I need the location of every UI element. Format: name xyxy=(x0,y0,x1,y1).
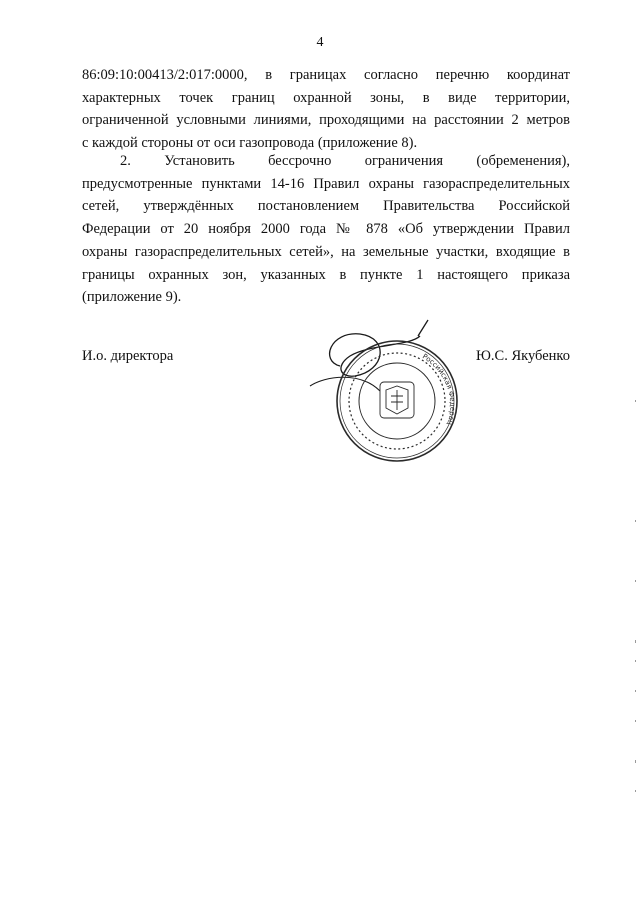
page-number: 4 xyxy=(316,35,324,50)
paragraph-line: с каждой стороны от оси газопровода (приложение 8). xyxy=(82,135,418,152)
paragraph-line: охраны газораспределительных сетей», на земельные участки, входящие в xyxy=(82,243,570,260)
signatory-title: И.о. директора xyxy=(82,348,174,364)
paragraph-line: сетей, утверждённых постановлением Правительства Российской xyxy=(82,198,570,215)
paragraph-line: 2. Установить бессрочно ограничения (обременения), xyxy=(120,153,570,169)
paragraph-line: (приложение 9). xyxy=(82,289,182,306)
paragraph-line: ограниченной условными линиями, проходящими на расстоянии 2 метров xyxy=(82,112,570,129)
paragraph-line: Федерации от 20 ноября 2000 года № 878 «Об утверждении Правил xyxy=(82,221,570,238)
paragraph-2 xyxy=(82,150,570,309)
signatory-name: Ю.С. Якубенко xyxy=(476,348,570,364)
paragraph-1 xyxy=(82,64,570,155)
paragraph-line: характерных точек границ охранной зоны, в виде территории, xyxy=(82,89,570,106)
paragraph-line: границы охранных зон, указанных в пункте 1 настоящего приказа xyxy=(82,266,570,283)
scan-edge-marks xyxy=(633,400,639,800)
paragraph-line: предусмотренные пунктами 14-16 Правил охраны газораспределительных xyxy=(82,175,570,192)
paragraph-line: 86:09:10:00413/2:017:0000, в границах согласно перечню координат xyxy=(82,67,570,83)
emblem-icon xyxy=(380,382,414,418)
svg-text:Российская Федерация: Российская Федерация xyxy=(420,352,457,426)
official-seal-stamp xyxy=(300,316,490,466)
